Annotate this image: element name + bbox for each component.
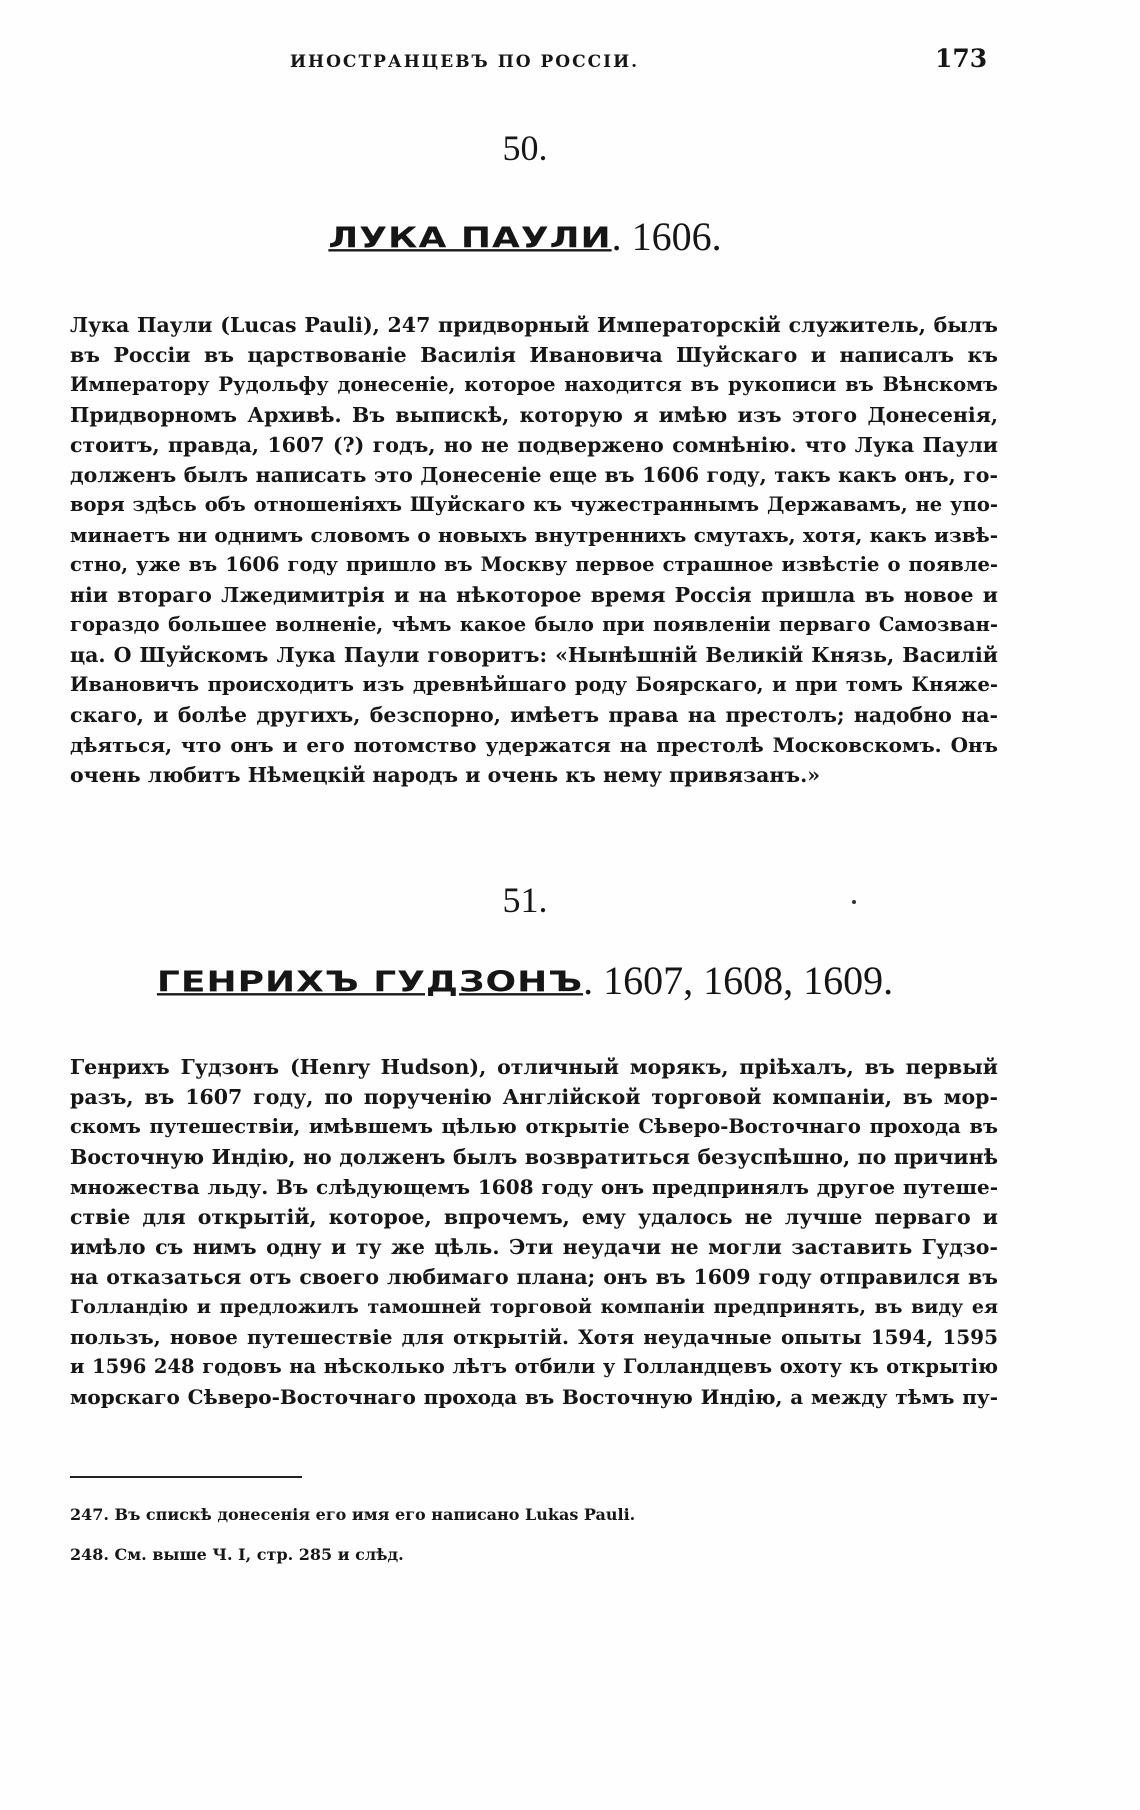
body-line: минаетъ ни однимъ словомъ о новыхъ внутреннихъ смутахъ, хотя, какъ извѣ- bbox=[70, 523, 998, 547]
body-line: Императору Рудольфу донесеніе, которое находится въ рукописи въ Вѣнскомъ bbox=[70, 373, 998, 396]
page-number: 173 bbox=[935, 44, 988, 73]
body-line: скомъ путешествіи, имѣвшемъ цѣлью открытіе Сѣверо-Восточнаго прохода въ bbox=[70, 1115, 998, 1138]
body-line: и 1596 248 годовъ на нѣсколько лѣтъ отбили у Голландцевъ охоту къ открытію bbox=[70, 1355, 998, 1378]
footnote-248: 248. См. выше Ч. I, стр. 285 и слѣд. bbox=[70, 1545, 404, 1564]
entry-number-50: 50. bbox=[502, 128, 548, 168]
body-line: ствіе для открытій, которое, впрочемъ, ему удалось не лучше перваго и bbox=[70, 1205, 998, 1229]
body-line: скаго, и болѣе другихъ, безспорно, имѣетъ права на престолъ; надобно на- bbox=[70, 703, 998, 727]
body-line: стно, уже въ 1606 году пришло въ Москву первое страшное извѣстіе о появле- bbox=[70, 553, 998, 576]
body-line: морскаго Сѣверо-Восточнаго прохода въ Восточную Индію, а между тѣмъ пу- bbox=[70, 1385, 998, 1409]
body-line: на отказаться отъ своего любимаго плана; онъ въ 1609 году отправился въ bbox=[70, 1265, 998, 1289]
entry-51-body bbox=[70, 1052, 998, 1412]
entry-heading-51 bbox=[0, 956, 1050, 1014]
running-title: ИНОСТРАНЦЕВЪ ПО РОССІИ. bbox=[290, 52, 640, 72]
body-line: имѣло съ нимъ одну и ту же цѣль. Эти неудачи не могли заставить Гудзо- bbox=[70, 1235, 998, 1259]
body-line: ца. О Шуйскомъ Лука Паули говоритъ: «Нынѣшній Великій Князь, Василій bbox=[70, 643, 998, 667]
footnote-rule bbox=[70, 1476, 302, 1478]
footnote-247: 247. Въ спискѣ донесенія его имя его написано Lukas Pauli. bbox=[70, 1505, 636, 1524]
entry-number-51: 51. bbox=[502, 880, 548, 920]
body-line: Восточную Индію, но долженъ былъ возвратиться безуспѣшно, по причинѣ bbox=[70, 1145, 998, 1169]
body-line: дѣяться, что онъ и его потомство удержатся на престолѣ Московскомъ. Онъ bbox=[70, 733, 998, 757]
body-line: стоитъ, правда, 1607 (?) годъ, но не подвержено сомнѣнію. что Лука Паули bbox=[70, 433, 998, 457]
body-line: Голландію и предложилъ тамошней торговой компаніи предпринять, въ виду ея bbox=[70, 1296, 998, 1318]
body-line: въ Россіи въ царствованіе Василія Ивановича Шуйскаго и написалъ къ bbox=[70, 343, 998, 367]
print-speck bbox=[852, 900, 856, 904]
body-line: Генрихъ Гудзонъ (Henry Hudson), отличный морякъ, пріѣхалъ, въ первый bbox=[70, 1055, 998, 1079]
body-line: Ивановичъ происходитъ изъ древнѣйшаго роду Боярскаго, и при томъ Княже- bbox=[70, 673, 998, 696]
body-line: воря здѣсь объ отношеніяхъ Шуйскаго къ чужестраннымъ Державамъ, не упо- bbox=[70, 493, 998, 516]
entry-50-body bbox=[70, 310, 998, 790]
heading-year-51: . 1607, 1608, 1609. bbox=[583, 958, 894, 1003]
body-line: Лука Паули (Lucas Pauli), 247 придворный Императорскій служитель, былъ bbox=[70, 313, 998, 337]
body-line: множества льду. Въ слѣдующемъ 1608 году онъ предпринялъ другое путеше- bbox=[70, 1175, 998, 1199]
running-head bbox=[0, 44, 1140, 84]
heading-name-luka-pauli: ЛУКА ПАУЛИ bbox=[328, 222, 612, 255]
heading-year-50: . 1606. bbox=[611, 214, 722, 259]
body-line: долженъ былъ написать это Донесеніе еще въ 1606 году, такъ какъ онъ, го- bbox=[70, 463, 998, 487]
heading-name-henry-hudson: ГЕНРИХЪ ГУДЗОНЪ bbox=[156, 966, 584, 999]
body-line: гораздо большее волненіе, чѣмъ какое было при появленіи перваго Самозван- bbox=[70, 613, 998, 636]
body-line: ніи втораго Лжедимитрія и на нѣкоторое время Россія пришла въ новое и bbox=[70, 583, 998, 607]
entry-heading-50 bbox=[0, 212, 1050, 270]
body-line: разъ, въ 1607 году, по порученію Англійской торговой компаніи, въ мор- bbox=[70, 1085, 998, 1109]
body-line: очень любитъ Нѣмецкій народъ и очень къ нему привязанъ.» bbox=[70, 763, 821, 787]
body-line: пользъ, новое путешествіе для открытій. Хотя неудачные опыты 1594, 1595 bbox=[70, 1325, 998, 1349]
body-line: Придворномъ Архивѣ. Въ выпискѣ, которую я имѣю изъ этого Донесенія, bbox=[70, 403, 998, 427]
